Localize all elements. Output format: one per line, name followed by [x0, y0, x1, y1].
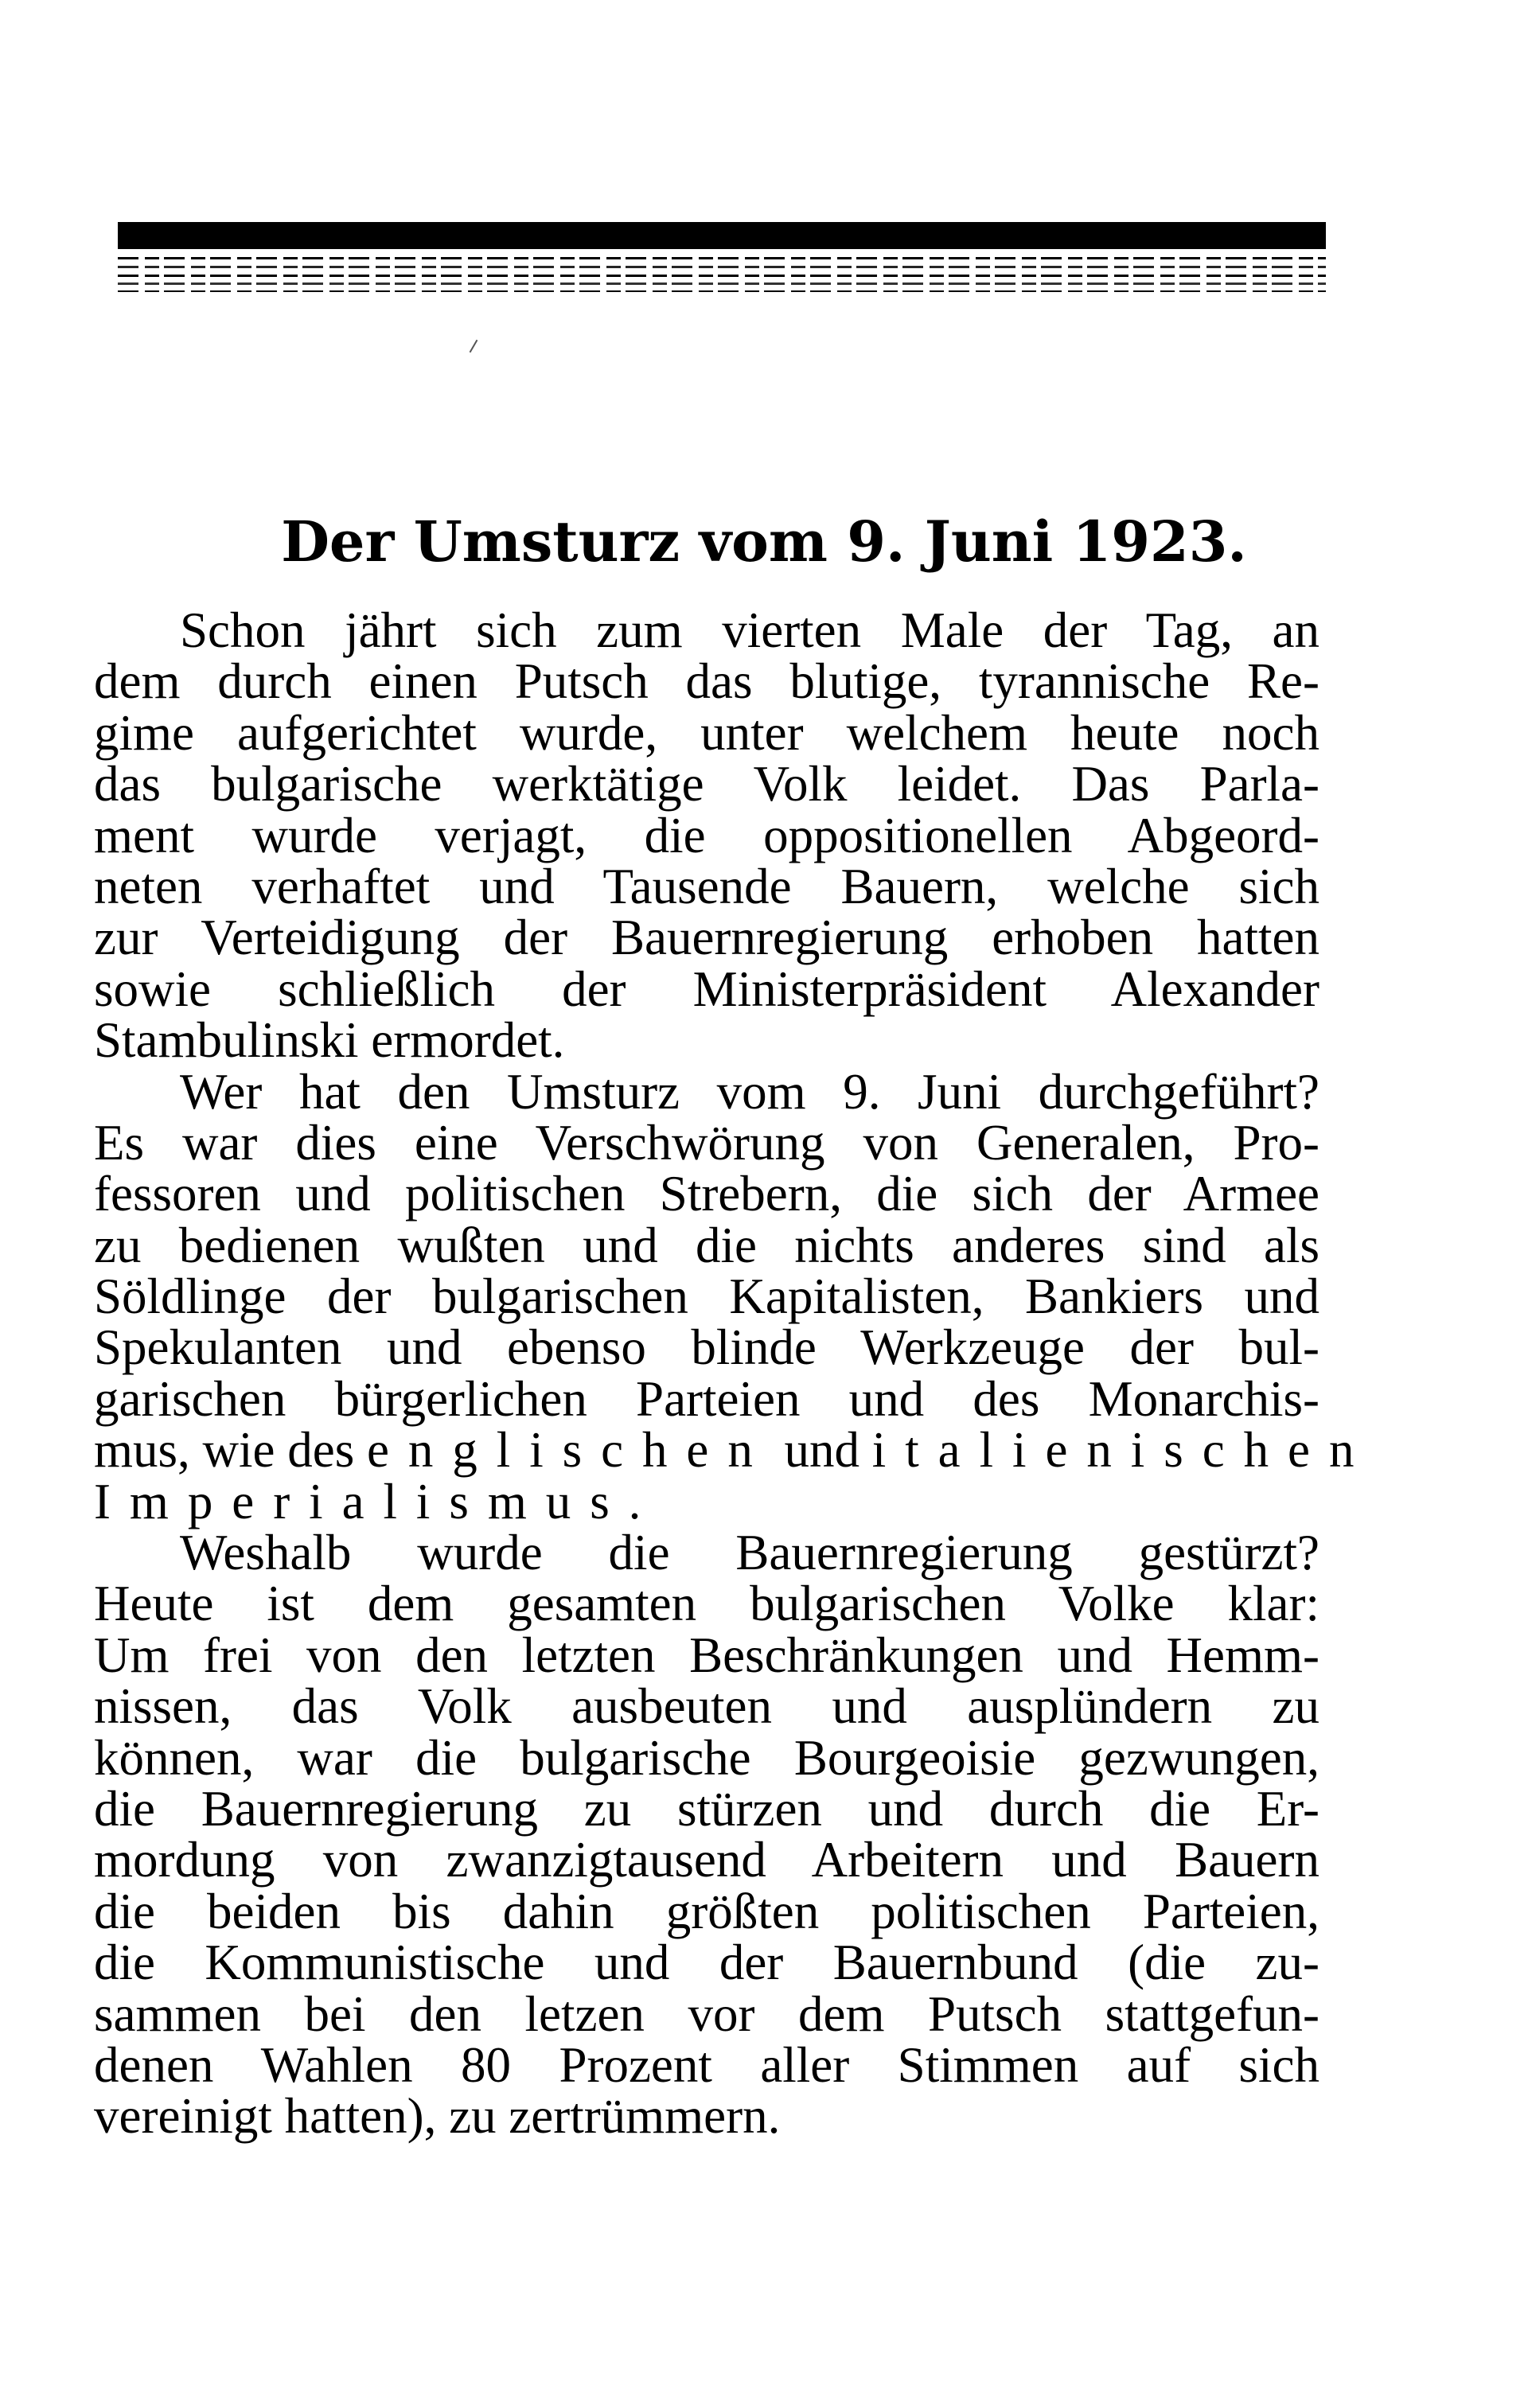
- emphasized-word: englischen: [366, 1422, 772, 1479]
- text-line: zu bedienen wußten und die nichts anderes sind als: [94, 1217, 1319, 1273]
- page-title: Der Umsturz vom 9. Juni 1923.: [281, 508, 1247, 575]
- text-line: ment wurde verjagt, die oppositionellen Abgeord-: [94, 807, 1319, 863]
- emphasized-word: italienischen: [871, 1422, 1374, 1479]
- text-line: garischen bürgerlichen Parteien und des Monarchis-: [94, 1370, 1319, 1427]
- body-text: [94, 602, 1374, 2145]
- text-line: Schon jährt sich zum vierten Male der Tag, an: [180, 602, 1319, 658]
- text-line: Stambulinski ermordet.: [94, 1012, 565, 1069]
- text-line: dem durch einen Putsch das blutige, tyrannische Re-: [94, 653, 1319, 710]
- text-segment: und: [784, 1422, 860, 1479]
- text-line: nissen, das Volk ausbeuten und ausplündern zu: [94, 1678, 1319, 1735]
- text-line: Um frei von den letzten Beschränkungen und Hemm-: [94, 1627, 1319, 1683]
- header-rule-hatch-line: [118, 275, 1326, 277]
- text-line: die Bauernregierung zu stürzen und durch die Er-: [94, 1780, 1319, 1837]
- text-line: Spekulanten und ebenso blinde Werkzeuge der bul-: [94, 1319, 1319, 1376]
- text-line: sowie schließlich der Ministerpräsident Alexander: [94, 960, 1319, 1017]
- text-line: gime aufgerichtet wurde, unter welchem heute noch: [94, 704, 1319, 761]
- header-rule-hatch-line: [118, 257, 1326, 259]
- header-rule-hatch-line: [118, 290, 1326, 292]
- text-line: vereinigt hatten), zu zertrümmern.: [94, 2088, 781, 2145]
- text-line: Söldlinge der bulgarischen Kapitalisten, Bankiers und: [94, 1268, 1319, 1325]
- text-line: zur Verteidigung der Bauernregierung erhoben hatten: [94, 910, 1319, 966]
- emphasized-word: Imperialismus.: [94, 1473, 661, 1529]
- text-line: mordung von zwanzigtausend Arbeitern und Bauern: [94, 1832, 1319, 1888]
- text-line: Weshalb wurde die Bauernregierung gestürzt?: [180, 1525, 1319, 1581]
- print-speck: [470, 340, 478, 353]
- header-rule-hatch-line: [118, 282, 1326, 285]
- text-line: Es war dies eine Verschwörung von Generalen, Pro-: [94, 1114, 1319, 1171]
- text-line: die beiden bis dahin größten politischen Parteien,: [94, 1883, 1319, 1939]
- header-rule-thick-bar: [118, 222, 1326, 249]
- text-line: die Kommunistische und der Bauernbund (die zu-: [94, 1935, 1319, 1991]
- header-rule-hatch-line: [118, 266, 1326, 268]
- text-line: können, war die bulgarische Bourgeoisie gezwungen,: [94, 1729, 1319, 1786]
- text-line-spaced: [94, 1422, 1374, 1479]
- text-line: Heute ist dem gesamten bulgarischen Volke klar:: [94, 1576, 1319, 1632]
- text-line: fessoren und politischen Strebern, die sich der Armee: [94, 1166, 1319, 1222]
- text-segment: mus, wie des: [94, 1422, 355, 1479]
- text-line: neten verhaftet und Tausende Bauern, welche sich: [94, 858, 1319, 914]
- text-line: das bulgarische werktätige Volk leidet. Das Parla-: [94, 756, 1319, 812]
- text-line: denen Wahlen 80 Prozent aller Stimmen auf sich: [94, 2036, 1319, 2093]
- decorative-header-rule: [118, 222, 1326, 294]
- text-line: Wer hat den Umsturz vom 9. Juni durchgeführt?: [180, 1063, 1319, 1120]
- text-line: sammen bei den letzen vor dem Putsch stattgefun-: [94, 1985, 1319, 2042]
